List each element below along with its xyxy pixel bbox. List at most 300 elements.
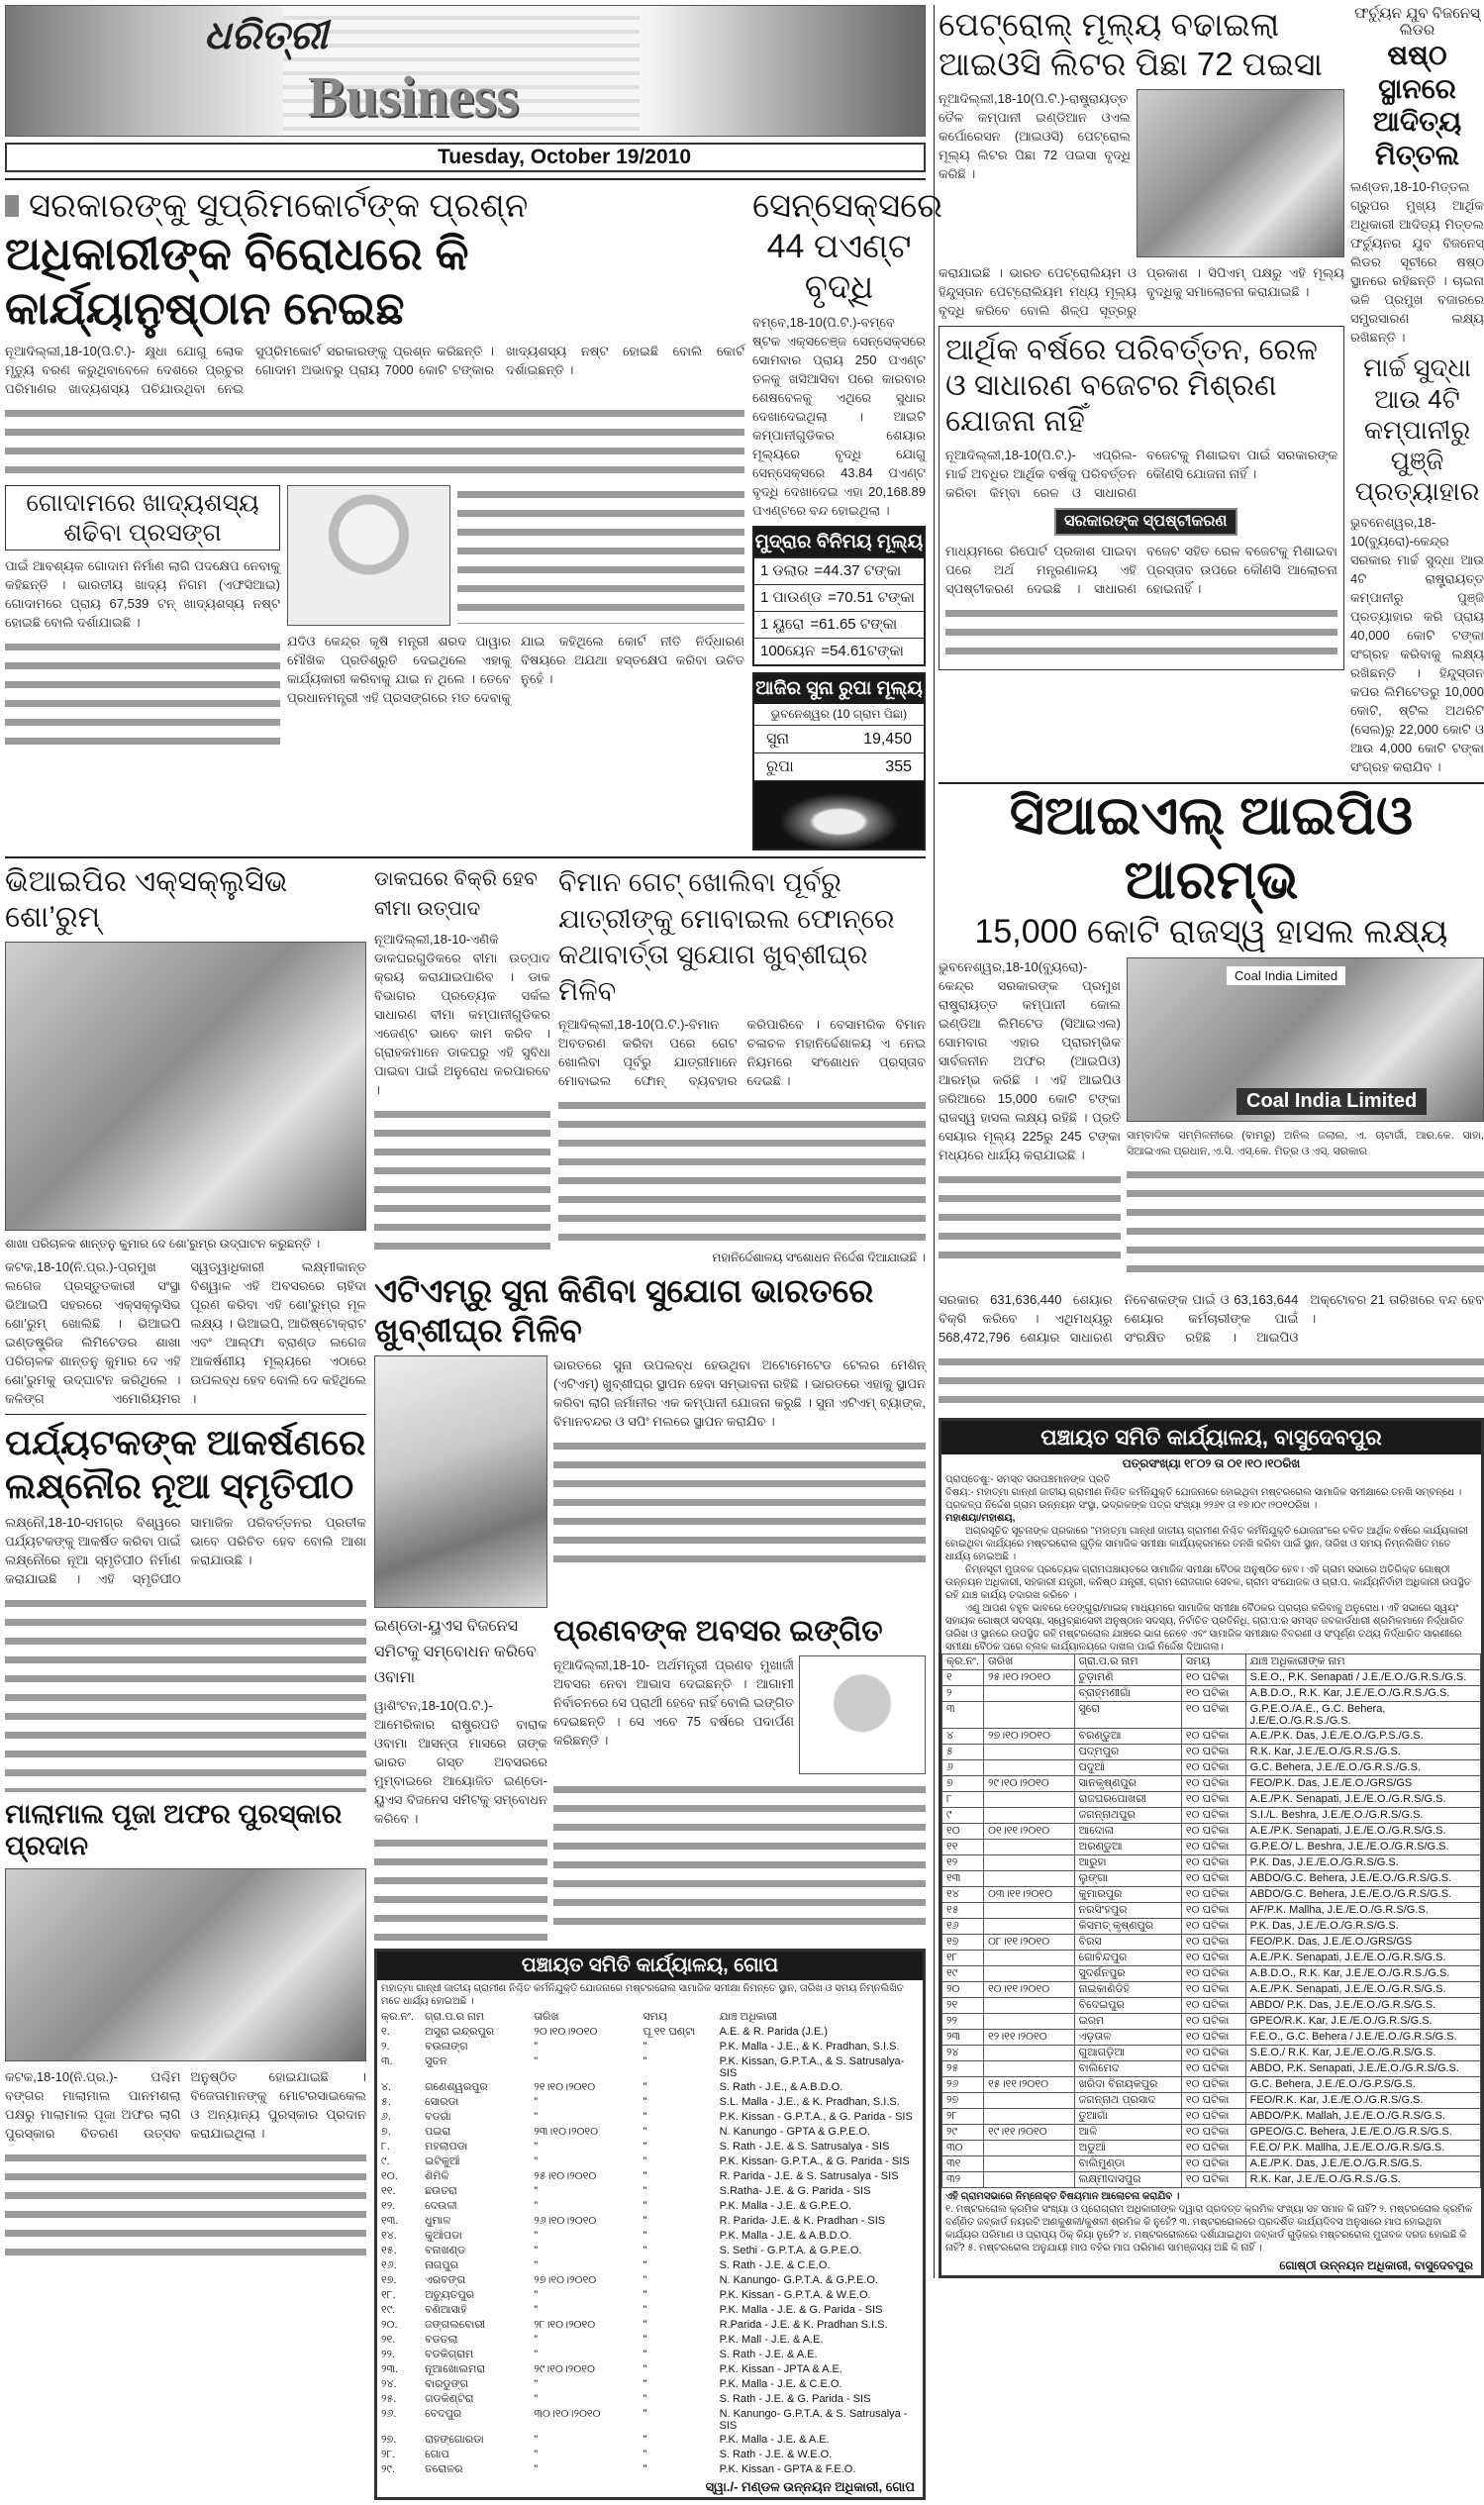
table-row: [942, 1685, 1481, 1701]
table-cell: [984, 1744, 1075, 1759]
table-row: [942, 1965, 1481, 1981]
atm-filler: [553, 1437, 926, 1565]
table-cell: ବାରଡୁଙ୍ଗ: [425, 2378, 469, 2391]
table-cell: ": [643, 2055, 647, 2068]
table-row: [942, 1759, 1481, 1775]
table-cell: ୨୭: [942, 2092, 984, 2108]
table-cell: [984, 2060, 1075, 2076]
supreme-court-photo: [287, 485, 450, 626]
table-cell: ୩୧: [942, 2155, 984, 2171]
cil-filler-2: [1127, 1165, 1484, 1284]
currency-row: [754, 584, 924, 611]
table-cell: [984, 1685, 1075, 1701]
table-cell: ମହଲାପଡା: [425, 2141, 468, 2154]
table-cell: ୬.: [381, 2111, 391, 2124]
table-row: [377, 2229, 923, 2244]
table-row: [942, 1902, 1481, 1918]
sensex-body: ବମ୍ବେ,18-10(ପି.ଟି.)-ବମ୍ବେ ଷ୍ଟକ ଏକ୍ସଚେଞ୍ଜ ସେନ୍‌ସେକ୍ସରେ ସୋମବାର ପ୍ରାୟ 250 ପଏଣ୍ଟ ତଳକୁ ଖସିଆସିବା ପରେ କାରବାର ଶେଷବେଳକୁ ଏଥିରେ ସୁଧାର ଦେଖାଦେଇଥିଲା । ଆଇଟି କମ୍ପାନୀଗୁଡିକର ଶେୟାର ମୂଲ୍ୟରେ ବୃଦ୍ଧି ଯୋଗୁ ସେନ୍‌ସେକ୍ସରେ 43.84 ପଏଣ୍ଟ ବୃଦ୍ଧି ଦେଖାଦେଇ ଏହା 20,168.89 ପଏଣ୍ଟରେ ବନ୍ଦ ହୋଇଥିଲା ।: [752, 315, 926, 519]
masthead: [5, 5, 926, 137]
column-header: ସମୟ: [643, 2011, 667, 2024]
table-cell: ABDO, P.K. Senapati, J.E./E.O./G.R.S/G.S.: [1245, 2060, 1480, 2076]
table-cell: G.C. Behera, J.E./E.O./G.R.S./G.S.: [1245, 1759, 1480, 1775]
table-cell: ୨୧: [942, 1997, 984, 2013]
table-cell: R. Parida - J.E. & S. Satrusalya - SIS: [719, 2170, 899, 2183]
table-cell: ୨୪: [942, 2045, 984, 2060]
table-cell: ଦେଉଳୀ: [425, 2200, 457, 2213]
table-cell: ": [643, 2155, 647, 2168]
table-cell: ": [534, 2141, 539, 2154]
table-row: [377, 2140, 923, 2154]
table-header-row: [942, 1653, 1481, 1669]
table-cell: ": [643, 2289, 647, 2302]
table-cell: ପଦୁଆଁ: [1074, 1759, 1181, 1775]
table-cell: N. Kanungo - GPTA & G.P.E.O.: [719, 2126, 871, 2139]
table-cell: ୨୮।୧୦।୨୦୧୦: [534, 2319, 596, 2332]
table-cell: P.K. Malla - J.E. & A.B.D.O.: [719, 2230, 852, 2243]
table-cell: ତୁଆଗାଁ: [1074, 2108, 1181, 2124]
table-cell: ବଣିଆସାହି: [425, 2304, 467, 2317]
table-cell: A.E./P.K. Das, J.E./E.O./G.P.S./G.S.: [1245, 1728, 1480, 1744]
table-row: [942, 2013, 1481, 2029]
table-cell: ରାଜଘରପୋଖରୀ: [1074, 1791, 1181, 1807]
table-cell: ଅଡୁଆଁ: [1074, 2140, 1181, 2155]
table-cell: ୧୭.: [381, 2274, 397, 2287]
table-cell: S. Rath - J.E. & S. Satrusalya - SIS: [719, 2141, 890, 2154]
table-cell: ": [643, 2334, 647, 2347]
table-cell: [984, 1839, 1075, 1854]
lead-kicker-text: ସରକାରଙ୍କୁ ସୁପ୍ରିମକୋର୍ଟଙ୍କ ପ୍ରଶ୍ନ: [29, 187, 529, 225]
table-cell: ୧୦ ଘଟିକା: [1181, 1965, 1245, 1981]
table-cell: ୧୦ ଘଟିକା: [1181, 2155, 1245, 2171]
table-cell: S.E.O./ R.K. Kar, J.E./E.O./G.R.S/G.S.: [1245, 2045, 1480, 2060]
table-cell: ୧୦ ଘଟିକା: [1181, 1870, 1245, 1886]
table-cell: ": [643, 2393, 647, 2406]
table-cell: ୧୮.: [381, 2289, 396, 2302]
table-cell: ୨୨.: [381, 2349, 396, 2361]
bullet-icon: [5, 195, 19, 217]
table-cell: ": [643, 2319, 647, 2332]
table-cell: ୧୮: [942, 1950, 984, 1965]
gold-city: ଭୁବନେଶ୍ୱର (10 ଗ୍ରାମ ପିଛା): [754, 704, 924, 726]
table-cell: ଆଳି: [1074, 2124, 1181, 2140]
cil-photo-banner: Coal India Limited: [1227, 966, 1345, 985]
basudevpur-para: ଅଗ୍ରସୂଚିତ ସୂଚନାଙ୍କ ପ୍ରକାରେ ''ମହାତ୍ମା ଗାନ୍ଧୀ ଜାତୀୟ ଗ୍ରାମୀଣ ନିଶ୍ଚିତ କର୍ମନିଯୁକ୍ତି ଯୋଜନା''ରେ ଚଳିତ ଆର୍ଥିକ ବର୍ଷରେ କାର୍ଯ୍ୟକାରୀ ହୋଇଥିବା କାର୍ଯ୍ୟରେ ମଷ୍ଟରରୋଲ ଗୁଡ଼ିକ ସାମାଜିକ ସମୀକ୍ଷା କାର୍ଯ୍ୟକ୍ରମରେ ତନଖି କରିବା ପାଇଁ ସ୍ଥାନ, ତାରିଖ ଓ ସମୟ ନିମ୍ନଲିଖିତ ମତେ ଧାର୍ଯ୍ୟ ହୋଇଅଛି ।: [945, 1525, 1468, 1562]
currency-row: [754, 557, 924, 584]
cil-body: ଭୁବନେଶ୍ୱର,18-10(ବ୍ୟୁରୋ)-କେନ୍ଦ୍ର ସରକାରଙ୍କ ପ୍ରମୁଖ ରାଷ୍ଟ୍ରାୟତ୍ତ କମ୍ପାନୀ କୋଲ ଇଣ୍ଡିଆ ଲିମିଟେଡ (ସିଆଇଏଲ) ସୋମବାର ଏହାର ପ୍ରାରମ୍ଭିକ ସାର୍ବଜନୀନ ଅଫର (ଆଇପିଓ) ଆରମ୍ଭ କରିଛି । ଏହି ଆଇପିଓ ଜରିଆରେ 15,000 କୋଟି ଟଙ୍କା ରାଜସ୍ୱ ହାସଲ ଲକ୍ଷ୍ୟ ରହିଛି । ପ୍ରତି ସେୟାର ମୂଲ୍ୟ 225ରୁ 245 ଟଙ୍କା ମଧ୍ୟରେ ଧାର୍ଯ୍ୟ କରାଯାଇଛି ।: [939, 958, 1121, 1162]
table-cell: ": [534, 2393, 539, 2406]
table-cell: ୧୦ ଘଟିକା: [1181, 1839, 1245, 1854]
dak-headline: ଡାକଘରେ ବିକ୍ରି ହେବ ବୀମା ଉତ୍ପାଦ: [374, 868, 538, 921]
table-cell: [984, 2108, 1075, 2124]
table-row: [942, 1981, 1481, 1997]
table-cell: ନୂଆଖୋଲମରା: [425, 2363, 486, 2376]
table-cell: ବ୍ରାହ୍ମଣୀଗାଁ: [1074, 1685, 1181, 1701]
paryatak-headline: ପର୍ଯ୍ୟଟକଙ୍କ ଆକର୍ଷଣରେ ଲକ୍ଷ୍ନୌର ନୂଆ ସ୍ମୃତିପୀଠ: [5, 1422, 366, 1506]
table-cell: P.K. Das, J.E./E.O./G.R.S/G.S.: [1245, 1854, 1480, 1870]
table-cell: ": [643, 2378, 647, 2391]
table-cell: ଜଗନ୍ନାଥ ପ୍ରସାଦ: [1074, 2092, 1181, 2108]
table-cell: ୧୦: [942, 1823, 984, 1839]
table-cell: R.K. Kar, J.E./E.O./G.R.S./G.S.: [1245, 2171, 1480, 2187]
lead-body-text: ନୂଆଦିଲ୍ଲୀ,18-10(ପି.ଟି.)- କ୍ଷୁଧା ଯୋଗୁ ଲୋକ ମୃତ୍ୟୁ ବରଣ କରୁଥିବାବେଳେ ଦେଶରେ ପ୍ରଚୁର ପରିମାଣର ଖାଦ୍ୟଶସ୍ୟ ପଚିଯାଉଥିବା ନେଇ ସୁପ୍ରିମକୋର୍ଟ ସରକାରଙ୍କୁ ପ୍ରଶ୍ନ କରିଛନ୍ତି । ଗୋଦାମ ଅଭାବରୁ ପ୍ରାୟ 7000 କୋଟି ଟଙ୍କାର ଖାଦ୍ୟଶସ୍ୟ ନଷ୍ଟ ହୋଇଛି ବୋଲି କୋର୍ଟ ଦର୍ଶାଇଛନ୍ତି ।: [5, 344, 744, 397]
table-cell: ୨୭।୧୦।୨୦୧୦: [534, 2274, 597, 2287]
biman-headline: ବିମାନ ଗେଟ୍ ଖୋଲିବା ପୂର୍ବରୁ ଯାତ୍ରୀଙ୍କୁ ମୋବାଇଲ ଫୋନ୍‌ରେ କଥାବାର୍ତ୍ତା ସୁଯୋଗ ଖୁବ୍‌ଶୀଘ୍ର ମିଳିବ: [558, 867, 895, 1006]
table-cell: ୨୭.: [381, 2434, 397, 2447]
gop-notice-title: ପଞ୍ଚାୟତ ସମିତି କାର୍ଯ୍ୟାଳୟ, ଗୋପ: [377, 1952, 923, 1980]
gold-row: [754, 753, 924, 781]
table-row: [377, 2433, 923, 2448]
table-cell: ": [643, 2111, 647, 2124]
table-cell: [984, 2045, 1075, 2060]
table-row: [942, 1791, 1481, 1807]
table-cell: ୧୪: [942, 1886, 984, 1902]
table-header-row: [377, 2010, 923, 2025]
table-cell: ଅଚ୍ୟୁତପୁର: [425, 2289, 475, 2302]
table-cell: ୨୫.: [381, 2393, 397, 2406]
table-cell: ଛଉତରା: [425, 2185, 457, 2198]
table-cell: ଗୋପ: [425, 2449, 449, 2461]
table-cell: ବଡଗାଁ: [425, 2111, 451, 2124]
column-header: ଯାଞ୍ଚ ଅଧିକାରୀଙ୍କ ନାମ: [1245, 1653, 1480, 1669]
table-cell: ସୁଦର୍ଶନପୁର: [1074, 1965, 1181, 1981]
dak-biman-row: [374, 864, 926, 1265]
table-cell: ସାନକୃଷ୍ଣପୁର: [1074, 1775, 1181, 1791]
godown-box: [5, 485, 280, 551]
table-row: [942, 1669, 1481, 1685]
table-cell: ନାଗପୁର: [425, 2259, 458, 2272]
table-cell: P.K. Kissan, G.P.T.A., & S. Satrusalya-SIS: [719, 2055, 905, 2080]
table-cell: ୧୦ ଘଟିକା: [1181, 1791, 1245, 1807]
cil-photo-column: [1127, 957, 1484, 1284]
malamal-headline: ମାଲାମାଲ ପୂଜା ଅଫର ପୁରସ୍କାର ପ୍ରଦାନ: [5, 1798, 343, 1861]
table-cell: ": [643, 2363, 647, 2376]
date-bar: [5, 143, 926, 172]
table-row: [942, 2155, 1481, 2171]
table-cell: ୨୧।୧୦।୨୦୧୦: [534, 2081, 596, 2094]
table-cell: ": [534, 2349, 539, 2361]
table-cell: A.E./P.K. Das, J.E./E.O./G.R.S/G.S.: [1245, 2155, 1480, 2171]
cil-row: [939, 957, 1484, 1284]
basudevpur-para: ଏଣୁ ଆପଣ ବହୁଳ ଭାବରେ ଡେଙ୍ଗୁରା/ମାଇକ୍ ମାଧ୍ୟମରେ ସାମାଜିକ ସମୀକ୍ଷା ବୈଠକର ପ୍ରଚାର କରିବାକୁ ଅନୁରୋଧ। ଏହି ସଭାରେ ସ୍ୱୟଂ ସହାୟକ ଗୋଷ୍ଠୀ ସଦସ୍ୟା, ସ୍ୱେଚ୍ଛାସେବୀ ଅନୁଷ୍ଠାନ ସଦସ୍ୟ, ନିର୍ବାଚିତ ପ୍ରତିନିଧି, ଗ୍ରା:ପ:ର ସମସ୍ତ ଜବକାର୍ଡଧାରୀ ଶ୍ରମିକମାନେ ନିର୍ଦ୍ଧାରିତ ତାରିଖ ଓ ସ୍ଥାନରେ ଉପସ୍ଥିତ ରହି ମଷ୍ଟରରୋଲ ଯାଞ୍ଚରେ ଭାଗ ନେବେ ଏବଂ ସାମାଜିକ ସମୀକ୍ଷାର ବିବରଣୀ ଓ ସଂପୂର୍ଣ୍ଣ ତଥ୍ୟ ନିର୍ଦ୍ଧାରିତ ସାରଣୀରେ ସମୀକ୍ଷା ବୈଠକ ପରେ ବ୍ଲକ କାର୍ଯ୍ୟାଳୟରେ ଦାଖଲ ପାଇଁ ନିର୍ଦ୍ଦେଶ ଦିଆଗଲା।: [945, 1602, 1464, 1653]
table-cell: ତରୋଳର: [425, 2463, 463, 2476]
fortune-kicker: ଫର୍ଚ୍ୟୁନ ଯୁବ ବିଜନେସ୍ ଲିଡର: [1354, 5, 1480, 39]
basudevpur-signature: ଗୋଷ୍ଠୀ ଉନ୍ନୟନ ଅଧିକାରୀ, ବାସୁଦେବପୁର: [1279, 2257, 1473, 2272]
table-cell: ନରସିଂହପୁର: [1074, 1902, 1181, 1918]
atm-row: [374, 1355, 926, 1608]
table-cell: [984, 1950, 1075, 1965]
table-cell: ୮.: [381, 2141, 390, 2154]
bip-headline: ଭିଆଇପିର ଏକ୍ସକ୍ଲୁସିଭ ଶୋ’ରୁମ୍: [5, 865, 288, 935]
basudevpur-agenda: [941, 2188, 1481, 2256]
table-cell: ଗୁଆଗଡ଼ିଆ: [1074, 2045, 1181, 2060]
table-row: [377, 2169, 923, 2184]
table-row: [377, 2199, 923, 2214]
table-cell: ବନାଖଣ୍ଡ: [425, 2245, 466, 2257]
basudevpur-letter: [941, 1473, 1481, 1653]
basudevpur-subject: ବିଷୟ:- ମହାତ୍ମା ଗାନ୍ଧୀ ଜାତୀୟ ଗ୍ରାମୀଣ ନିଶ୍ଚିତ କର୍ମନିଯୁକ୍ତି ଯୋଜନାରେ ହୋଇଥିବା ମଷ୍ଟରରୋଲ ସାମାଜିକ ସମୀକ୍ଷାରେ ତନଖି ସମ୍ବନ୍ଧେ । ପ୍ରକଳ୍ପ ନିର୍ଦ୍ଦେଶ ଗ୍ରାମ ଉନ୍ନୟନ ସଂସ୍ଥା, ଭଦ୍ରକଙ୍କ ପତ୍ର ସଂଖ୍ୟା ୨୨୬୧ ତା ୧୭।୦୯।୨୦୧୦ରିଖ ।: [945, 1486, 1462, 1511]
cil-caption: ସାମ୍ବାଦିକ ସମ୍ମିଳନୀରେ (ବାମରୁ) ଅନିଲ ଜଲାଲ, ଏ. ଚାଟାର୍ଜୀ, ଆର.କେ. ସାହା, ସିଆଇଏଲ ପ୍ରଧାନ, ଏ.ସି. ଏସ୍.କେ. ମିତ୍ର ଓ ଏସ୍. ସରକାର: [1127, 1129, 1484, 1157]
table-cell: ABDO/G.C. Behera, J.E./E.O./G.R.S/G.S.: [1245, 1870, 1480, 1886]
table-row: [377, 2377, 923, 2392]
cil-subhead: 15,000 କୋଟି ରାଜସ୍ୱ ହାସଲ ଲକ୍ଷ୍ୟ: [974, 912, 1448, 951]
table-cell: ୧୧: [942, 1839, 984, 1854]
table-cell: A.E./P.K. Senapati, J.E./E.O./G.R.S/G.S.: [1245, 1823, 1480, 1839]
table-cell: P.K. Das, J.E./E.O./G.R.S/G.S.: [1245, 1918, 1480, 1934]
divider: [5, 178, 926, 180]
table-cell: ": [534, 2185, 539, 2198]
march-body: ଭୁବନେଶ୍ୱର,18-10(ବ୍ୟୁରୋ)-କେନ୍ଦ୍ର ସରକାର ମାର୍ଚ୍ଚ ସୁଦ୍ଧା ଆଉ 4ଟି ରାଷ୍ଟ୍ରାୟତ୍ତ କମ୍ପାନୀରୁ ପୁଞ୍ଜି ପ୍ରତ୍ୟାହାର କରି ପ୍ରାୟ 40,000 କୋଟି ଟଙ୍କା ସଂଗ୍ରହ କରିବାକୁ ଲକ୍ଷ୍ୟ ରଖିଛନ୍ତି । ହିନ୍ଦୁସ୍ତାନ କପର ଲିମିଟେଡରୁ 10,000 କୋଟି, ଷ୍ଟିଲ ଅଥରିଟି (ସେଲ)ରୁ 22,000 କୋଟି ଓ ଆଉ 4,000 କୋଟି ଟଙ୍କା ସଂଗ୍ରହ କରାଯିବ ।: [1350, 515, 1484, 775]
table-cell: ପୂ ୧୧ ଘଣ୍ଟା: [643, 2026, 696, 2039]
column-header: କ୍ର.ନଂ.: [381, 2011, 414, 2024]
right-area: [934, 5, 1484, 2278]
table-cell: [984, 1902, 1075, 1918]
table-cell: ୨୦।୧୦।୨୦୧୦: [534, 2026, 598, 2039]
table-cell: ": [643, 2081, 647, 2094]
malamal-award-photo: [5, 1868, 366, 2061]
table-cell: AF/P.K. Mallha, J.E./E.O./G.R.S/G.S.: [1245, 1902, 1480, 1918]
table-cell: G.C. Behera, J.E./E.O./G.P.S/G.S.: [1245, 2076, 1480, 2092]
cil-headline: ସିଆଇଏଲ୍ ଆଇପିଓ ଆରମ୍ଭ: [1009, 786, 1414, 911]
indous-column: [374, 1614, 547, 1943]
table-row: [942, 1870, 1481, 1886]
table-row: [942, 2029, 1481, 2045]
right-top-row: [939, 5, 1484, 776]
table-cell: S. Rath - J.E. & C.E.O.: [719, 2259, 831, 2272]
petrol-body2: କରାଯାଇଛି । ଭାରତ ପେଟ୍ରୋଲିୟମ ଓ ହିନ୍ଦୁସ୍ତାନ ପେଟ୍ରୋଲିୟମ ମଧ୍ୟ ମୂଲ୍ୟ ବୃଦ୍ଧି କରିବେ ବୋଲି ଶିଳ୍ପ ସୂତ୍ରରୁ ପ୍ରକାଶ । ସିପିଏମ୍ ପକ୍ଷରୁ ଏହି ମୂଲ୍ୟ ବୃଦ୍ଧିକୁ ସମାଲୋଚନା କରାଯାଇଛି ।: [939, 265, 1344, 319]
table-cell: ବେଦପୁର: [425, 2408, 462, 2421]
table-cell: ": [534, 2155, 539, 2168]
table-cell: ୩୦।୧୦।୨୦୧୦: [534, 2408, 601, 2421]
gold-title: ଆଜିର ସୁନା ରୁପା ମୂଲ୍ୟ: [754, 674, 924, 704]
petrol-pump-photo: [1137, 89, 1344, 257]
table-cell: ଏରବଙ୍ଗ: [425, 2274, 466, 2287]
table-cell: ୭.: [381, 2126, 391, 2139]
table-row: [377, 2110, 923, 2125]
table-row: [942, 1823, 1481, 1839]
column-header: ଗ୍ରା.ପ.ର ନାମ: [425, 2011, 485, 2024]
table-cell: ସୁତନ: [425, 2055, 447, 2068]
currency-value: =61.65 ଟଙ୍କା: [810, 616, 898, 634]
table-row: [377, 2333, 923, 2348]
currency-value: =44.37 ଟଙ୍କା: [814, 562, 902, 580]
lead-body: [5, 342, 744, 398]
table-row: [377, 2362, 923, 2377]
agenda-items: ୧. ମଷ୍ଟରରୋଲ କ୍ରମିକ ସଂଖ୍ୟା ଓ ପ୍ରୋଗ୍ରାମ ଅଧିକାରୀଙ୍କ ଦ୍ୱାରା ପ୍ରଦତ୍ତ କ୍ରମିକ ସଂଖ୍ୟା ସହ ସମାନ କି ନାହିଁ? ୨. ମଷ୍ଟରରୋଲ କ୍ରମିକ ବର୍ଣ୍ଣିତ ଜବ୍‌କାର୍ଡ ନୟରଟି ଅଣକୁଶଳୀ/କୁଶଳୀ ଶ୍ରମିକ କି ନୁହେଁ? ୩. ମଷ୍ଟରରୋଲରେ ପ୍ରଦର୍ଶିତ କାର୍ଯ୍ୟଦିବସ ଅନୁସାରେ ମାପ ହୋଇଥିବା କାର୍ଯ୍ୟର ପରିମାଣ ଓ ପ୍ରାପ୍ୟ ଠିକ୍ କିୟା ନୁହେଁ? ୪. ମଷ୍ଟରରୋଲରେ ଦର୍ଶାଯାଇଥିବା ଜବ୍‌କାର୍ଡ ଗୁଡ଼ିକର ମଷ୍ଟରରୋଲ ମୁତାବକ ଦରଜ ହୋଇଛି କି ନାହିଁ? ୫. ମଷ୍ଟରରୋଲ ଅନୁଯାୟୀ ମାପ ବହିର ମାପ ପରିମାଣ ସାମଞ୍ଜସ୍ୟ ଅଛି କି ନାହିଁ ।: [945, 2203, 1473, 2254]
table-cell: ": [534, 2304, 539, 2317]
table-cell: ": [534, 2111, 539, 2124]
table-cell: ୨୮.: [381, 2449, 396, 2461]
table-cell: N. Kanungo- G.P.T.A. & G.P.E.O.: [719, 2274, 878, 2287]
table-cell: S. Rath - J.E., & A.B.D.O.: [719, 2081, 843, 2094]
indous-body: ୱାଶିଂଟନ,18-10(ପି.ଟି.)-ଆମେରିକାର ରାଷ୍ଟ୍ରପତି ବାରାକ ଓବାମା ଆସନ୍ତା ମାସରେ ତାଙ୍କ ଭାରତ ଗସ୍ତ ଅବସରରେ ମୁମ୍ବାଇରେ ଆୟୋଜିତ ଇଣ୍ଡୋ-ୟୁଏସ ବିଜନେସ ସମିଟକୁ ସମ୍ବୋଧନ କରିବେ ।: [374, 1698, 547, 1827]
dak-filler: [374, 1105, 550, 1253]
table-cell: S.I./L. Beshra, J.E./E.O./G.R.S/G.S.: [1245, 1807, 1480, 1823]
table-cell: ଲୁଙ୍ଗା: [1074, 1870, 1181, 1886]
table-cell: ୬: [942, 1759, 984, 1775]
column-header: ତାରିଖ: [534, 2011, 559, 2024]
table-cell: ୪: [942, 1728, 984, 1744]
table-cell: ପଇରା: [425, 2126, 451, 2139]
table-row: [942, 1807, 1481, 1823]
table-cell: R.Parida - J.E. & K. Pradhan S.I.S.: [719, 2319, 888, 2332]
table-cell: ୧୦ ଘଟିକା: [1181, 1902, 1245, 1918]
biman-body2: ମହାନିର୍ଦ୍ଦେଶାଳୟ ସଂଶୋଧନ ନିର୍ଦ୍ଦେଶ ଦିଆଯାଇଛି ।: [712, 1251, 926, 1265]
currency-value: =70.51 ଟଙ୍କା: [828, 589, 915, 607]
table-cell: ଅସୁରା ଇନ୍ଦ୍ରପୁର: [425, 2026, 495, 2039]
table-cell: ୧୦ ଘଟିକା: [1181, 2013, 1245, 2029]
table-cell: ": [643, 2200, 647, 2213]
table-cell: ୨୫।୧୦।୨୦୧୦: [534, 2170, 597, 2183]
table-cell: P.K. Kissan - JPTA & A.E.: [719, 2363, 842, 2376]
table-cell: ୨୬: [942, 2076, 984, 2092]
table-cell: ୨୬।୧୦।୨୦୧୦: [534, 2215, 597, 2228]
table-cell: G.P.E.O./A.E., G.C. Behera, J.E/E.O./G.R.S./G.S.: [1245, 1701, 1480, 1728]
sensex-column: [752, 186, 942, 851]
table-cell: ସୁରୋ: [1074, 1701, 1181, 1728]
table-cell: ୭: [942, 1775, 984, 1791]
column-b: [374, 864, 926, 2500]
table-cell: ": [534, 2041, 539, 2054]
table-cell: ": [643, 2126, 647, 2139]
table-cell: ଗଣେଶ୍ୱରପୁର: [425, 2081, 488, 2094]
table-cell: P.K. Malla - J.E. & G. Parida - SIS: [719, 2304, 883, 2317]
table-row: [377, 2025, 923, 2040]
table-cell: ": [534, 2245, 539, 2257]
table-cell: P.K. Malla - J.E. & A.E.: [719, 2434, 830, 2447]
budget-filler: [945, 604, 1337, 663]
malamal-filler: [5, 2149, 366, 2267]
dak-body: ନୂଆଦିଲ୍ଲୀ,18-10-ଏଣିକି ଡାକଘରଗୁଡିକରେ ବୀମା ଉତ୍ପାଦ କ୍ରୟ କରାଯାଇପାରିବ । ଡାକ ବିଭାଗର ପ୍ରତ୍ୟେକ ସର୍କଲ ସାଧାରଣ ବୀମା କମ୍ପାନୀଗୁଡିକର ଏଜେଣ୍ଟ ଭାବେ କାମ କରିବ । ଗ୍ରାହକମାନେ ଡାକଘରୁ ଏହି ସୁବିଧା ପାଇବା ପାଇଁ ଅନୁରୋଧ କରପାରବେ ।: [374, 932, 550, 1098]
table-cell: ABDO/ P.K. Das, J.E./E.O./G.R.S/G.S.: [1245, 1997, 1480, 2013]
table-cell: ଶିମିଳି: [425, 2170, 449, 2183]
table-cell: ୧୦ ଘଟିକା: [1181, 2171, 1245, 2187]
table-row: [942, 2108, 1481, 2124]
lead-photo-row: [287, 485, 744, 626]
table-cell: ୧୬: [942, 1918, 984, 1934]
table-cell: ": [643, 2245, 647, 2257]
table-cell: ବିରସ: [1074, 1934, 1181, 1950]
bip-body: କଟକ,18-10(ନି.ପ୍ର.)-ପ୍ରମୁଖ ଲଗେଜ ପ୍ରସ୍ତୁତକାରୀ ସଂସ୍ଥା ଭିଆଇପି ସହରରେ ଏକ୍ସକ୍ଲୁସିଭ ଶୋ’ରୁମ୍ ଖୋଲିଛି । ଭିଆଇପି ଇଣ୍ଡଷ୍ଟ୍ରିଜ ଲିମିଟେଡର ଶାଖା ପରିଚାଳକ ଶାନ୍ତନୁ କୁମାର ଦେ ଏହି ଶୋ’ରୁମକୁ ଉଦ୍‌ଘାଟନ କରିଥିଲେ । କଳିଙ୍ଗ ଏମୋରିୟମର ସ୍ୱତ୍ୱାଧିକାରୀ ଲକ୍ଷ୍ମୀକାନ୍ତ ବିଶ୍ୱାଳ ଏହି ଅବସରରେ ଚାହିଦା ପୂରଣ କରିବା ଏହି ଶୋ’ରୁମ୍‌ର ମୂଳ ଲକ୍ଷ୍ୟ । ଭିଆଇପି, ଆରିଷ୍ଟୋକ୍ରାଟ ଏବଂ ଆଲ୍‌ଫା ବ୍ରାଣ୍ଡ ଲଗେଜ ଆକର୍ଷଣୀୟ ମୂଲ୍ୟରେ ଏଠାରେ ଉପଲବ୍ଧ ହେବ ବୋଲି ଦେ କହିଥିଲେ ।: [5, 1259, 366, 1407]
gold-box: [752, 672, 926, 851]
table-cell: ୧୪.: [381, 2230, 397, 2243]
table-row: [377, 2258, 923, 2273]
table-cell: FEO/P.K. Das, J.E./E.O./GRS/GS: [1245, 1934, 1480, 1950]
table-cell: ୧୩.: [381, 2215, 399, 2228]
lead-body2: ଯଦିଓ କେନ୍ଦ୍ର କୃଷି ମନ୍ତ୍ରୀ ଶରଦ ପାୱାର ମୌଖିକ ପ୍ରତିଶ୍ରୁତି ଦେଇଥିଲେ ଏହାକୁ କାର୍ଯ୍ୟକାରୀ କରିବାକୁ ଯାଇ ନ ଥିଲେ । ତେବେ ପ୍ରଧାନମନ୍ତ୍ରୀ ଏହି ପ୍ରସଙ୍ଗରେ ମତ ଦେବାକୁ ଯାଇ କହିଥିଲେ କୋର୍ଟ ନୀତି ନିର୍ଦ୍ଧାରଣ ବିଷୟରେ ଅଯଥା ହସ୍ତକ୍ଷେପ କରିବା ଉଚିତ ନୁହେଁ ।: [287, 634, 744, 706]
table-cell: FEO/R.K. Kar, J.E./E.O./G.R.S/G.S.: [1245, 2092, 1480, 2108]
table-cell: [984, 2140, 1075, 2155]
atm-body: ଭାରତରେ ସୁନା ଉପଲବ୍ଧ ହେଉଥିବା ଅଟୋମେଟେଡ ଟେଲର ମେଶିନ୍ (ଏଟିଏମ୍) ଖୁବ୍‌ଶୀଘ୍ର ସ୍ଥାପନ ହେବା ସମ୍ଭାବନା ରହିଛି । ଭାରତରେ ଏହାକୁ ସ୍ଥାପନ କରିବା ଲାଗି ଜର୍ମାନୀର ଏକ କମ୍ପାନୀ ଯୋଜନା କରୁଛି । ସୁନା ଏଟିଏମ୍ ବ୍ୟାଙ୍କ, ବିମାନବନ୍ଦର ଓ ସପିଂ ମଲରେ ସ୍ଥାପନ କରାଯିବ ।: [553, 1357, 926, 1430]
petrol-headline: ପେଟ୍ରୋଲ୍ ମୂଲ୍ୟ ବଢାଇଲା ଆଇଓସି ଲିଟର ପିଛା 72 ପଇସା: [939, 6, 1323, 82]
table-cell: [984, 2013, 1075, 2029]
table-cell: ": [643, 2449, 647, 2461]
table-cell: ": [534, 2289, 539, 2302]
table-cell: ଜଙ୍ଗଲବୋରୀ: [425, 2319, 486, 2332]
column-header: ସମୟ: [1181, 1653, 1245, 1669]
currency-unit: 1 ଡଲାର: [760, 562, 809, 580]
table-row: [377, 2244, 923, 2258]
cil-photo: [1127, 957, 1484, 1122]
fortune-body: ଲଣ୍ଡନ,18-10-ମିତ୍ତଲ ଗ୍ରୁପର ମୁଖ୍ୟ ଆର୍ଥିକ ଅଧିକାରୀ ଆଦିତ୍ୟ ମିତ୍ତଲ ଫର୍ଚ୍ୟୁନର ଯୁବ ବିଜନେସ୍ ଲିଡର ସୂଚୀରେ ଷଷ୍ଠ ସ୍ଥାନରେ ରହିଛନ୍ତି । ଚାଇନା ଭଳି ପ୍ରମୁଖ ବଜାରରେ ସମ୍ପ୍ରସାରଣ ଲକ୍ଷ୍ୟ ରଖିଛନ୍ତି ।: [1350, 179, 1484, 346]
table-cell: ": [643, 2434, 647, 2447]
table-row: [377, 2125, 923, 2140]
table-cell: ୧୨.: [381, 2200, 396, 2213]
table-cell: ୧୦.: [381, 2170, 398, 2183]
table-row: [377, 2095, 923, 2110]
column-a: [5, 864, 366, 2266]
basudevpur-para: ନିମ୍ନସୂଚୀ ମୁତାବକ ପ୍ରତ୍ୟେକ ଗ୍ରାମପଞ୍ଚାୟତରେ ସାମାଜିକ ସମୀକ୍ଷା ବୈଠକ ଅନୁଷ୍ଠିତ ହେବ। ଏହି ଗ୍ରାମ ସଭାରେ ଅତିରିକ୍ତ ଗୋଷ୍ଠୀ ଉନ୍ନୟନ ଅଧିକାରୀ, ସହକାରୀ ଯନ୍ତ୍ରୀ, କନିଷ୍ଠ ଯନ୍ତ୍ରୀ, ଗ୍ରାମ ରୋଜଗାର ସେବକ, ଗ୍ରାମ ସଂଯୋଜକ ଓ ଗ୍ରା.ପ. କାର୍ଯ୍ୟନିର୍ବାହୀ ଅଧିକାରୀ ଉପସ୍ଥିତ ରହି ଯାଞ୍ଚ କାର୍ଯ୍ୟ ତଦାରଖ କରିବେ ।: [945, 1563, 1471, 1601]
table-cell: ବାଲିମୁଣ୍ଡା: [1074, 2155, 1181, 2171]
table-row: [942, 2060, 1481, 2076]
table-row: [942, 2045, 1481, 2060]
table-row: [942, 1934, 1481, 1950]
table-row: [942, 1775, 1481, 1791]
table-cell: ୧୦ ଘଟିକା: [1181, 2060, 1245, 2076]
table-cell: ": [643, 2096, 647, 2109]
gold-row: [754, 726, 924, 753]
table-cell: ୧୨।୧୧।୨୦୧୦: [984, 2029, 1075, 2045]
table-row: [942, 1744, 1481, 1759]
table-cell: ": [643, 2274, 647, 2287]
fortune-column: [1350, 5, 1484, 776]
table-cell: ବାଲିମେଦ: [1074, 2060, 1181, 2076]
basudevpur-notice: [939, 1418, 1484, 2278]
lead-right-column: [287, 485, 744, 707]
table-row: [942, 2171, 1481, 2187]
column-header: କ୍ର.ନଂ.: [942, 1653, 984, 1669]
pranab-portrait-photo: [799, 1655, 926, 1774]
pranab-column: [553, 1614, 926, 1929]
table-row: [942, 1728, 1481, 1744]
fortune-headline: ଷଷ୍ଠ ସ୍ଥାନରେ ଆଦିତ୍ୟ ମିତ୍ତଲ: [1372, 40, 1462, 170]
atm-text-column: [553, 1355, 926, 1565]
table-cell: [984, 2171, 1075, 2187]
table-cell: [984, 1807, 1075, 1823]
gop-signature: ସ୍ୱା./- ମଣ୍ଡଳ ଉନ୍ନୟନ ଅଧିକାରୀ, ଗୋପ: [705, 2479, 915, 2495]
column-header: ତାରିଖ: [984, 1653, 1075, 1669]
pranab-filler: [553, 1780, 926, 1929]
table-cell: A.B.D.O., R.K. Kar, J.E./E.O./G.R.S./G.S.: [1245, 1685, 1480, 1701]
table-cell: G.P.E.O/ L. Beshra, J.E./E.O./G.R.S/G.S.: [1245, 1839, 1480, 1854]
petrol-budget-column: [939, 5, 1344, 670]
table-row: [377, 2448, 923, 2462]
dak-column: [374, 864, 550, 1253]
table-cell: ୧୩: [942, 1870, 984, 1886]
table-cell: ": [643, 2230, 647, 2243]
budget-badge-text: ସରକାରଙ୍କ ସ୍ପଷ୍ଟୀକରଣ: [1064, 513, 1228, 531]
divider: [5, 856, 926, 858]
left-area: [5, 5, 942, 2500]
godown-filler: [5, 638, 280, 756]
table-row: [377, 2318, 923, 2333]
table-cell: P.K. Kissan - G.P.T.A., & G. Parida - SIS: [719, 2111, 913, 2124]
table-cell: ୨୯।୧୦।୨୦୧୦: [534, 2363, 595, 2376]
table-cell: ପଦ୍ମପୁର: [1074, 1744, 1181, 1759]
table-cell: [984, 1965, 1075, 1981]
table-cell: ଇଟିକୁଆଁ: [425, 2155, 460, 2168]
table-cell: ୧୧.: [381, 2185, 396, 2198]
table-cell: ୧୯।୧୧।୨୦୧୦: [984, 2124, 1075, 2140]
table-cell: ୦୩।୧୧।୨୦୧୦: [984, 1886, 1075, 1902]
table-row: [377, 2214, 923, 2229]
table-cell: ": [534, 2230, 539, 2243]
budget-headline: ଆର୍ଥିକ ବର୍ଷରେ ପରିବର୍ତ୍ତନ, ରେଳ ଓ ସାଧାରଣ ବଜେଟର ମିଶ୍ରଣ ଯୋଜନା ନାହିଁ: [945, 334, 1318, 439]
table-cell: ୫.: [381, 2096, 391, 2109]
lead-body-filler: [5, 404, 744, 479]
pranab-row: [553, 1655, 926, 1774]
table-row: [942, 2076, 1481, 2092]
table-cell: GPEO/R.K. Kar, J.E./E.O./G.R.S/G.S.: [1245, 2013, 1480, 2029]
